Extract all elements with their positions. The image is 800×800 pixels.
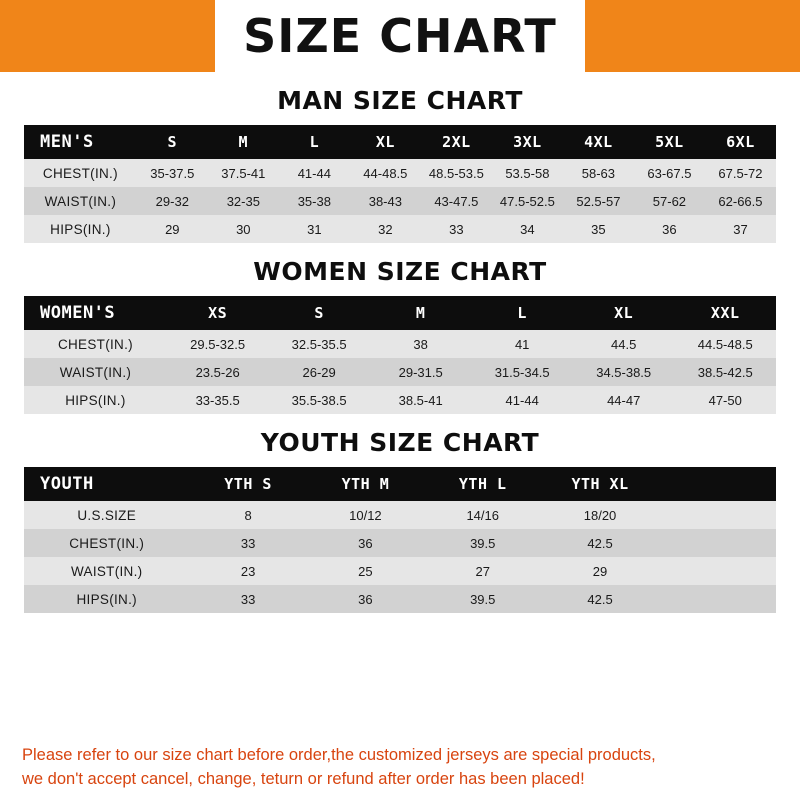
header-cell: YTH M bbox=[341, 475, 390, 493]
header-cell: S bbox=[167, 133, 178, 151]
note-line-2: we don't accept cancel, change, teturn or refund after order has been placed! bbox=[22, 770, 585, 789]
order-policy-note bbox=[0, 734, 800, 800]
row-label: WAIST(IN.) bbox=[70, 563, 143, 579]
cell: 29.5-32.5 bbox=[190, 336, 246, 352]
row-label: HIPS(IN.) bbox=[76, 591, 137, 607]
cell: 44.5 bbox=[611, 336, 637, 352]
cell: 33-35.5 bbox=[195, 392, 240, 408]
row-label: WAIST(IN.) bbox=[44, 193, 117, 209]
cell: 31.5-34.5 bbox=[494, 364, 550, 380]
cell: 29-32 bbox=[155, 193, 189, 209]
cell: 53.5-58 bbox=[505, 165, 550, 181]
table-header-row bbox=[24, 296, 776, 330]
row-label: CHEST(IN.) bbox=[69, 535, 145, 551]
table-row bbox=[24, 557, 776, 585]
section-women bbox=[24, 257, 776, 414]
table-row bbox=[24, 386, 776, 414]
table-men bbox=[24, 125, 776, 243]
section-title-men: MAN SIZE CHART bbox=[277, 86, 523, 115]
table-row bbox=[24, 585, 776, 613]
cell: 23.5-26 bbox=[195, 364, 240, 380]
header-rowlabel: WOMEN'S bbox=[40, 303, 116, 323]
header-cell: 3XL bbox=[513, 133, 542, 151]
cell: 37.5-41 bbox=[221, 165, 266, 181]
table-row bbox=[24, 159, 776, 187]
cell: 32-35 bbox=[226, 193, 260, 209]
row-label: HIPS(IN.) bbox=[65, 392, 126, 408]
cell: 44.5-48.5 bbox=[697, 336, 753, 352]
cell: 43-47.5 bbox=[434, 193, 479, 209]
cell: 23 bbox=[240, 563, 256, 579]
header-cell: XL bbox=[375, 133, 395, 151]
header-cell bbox=[659, 467, 776, 501]
header-cell: XL bbox=[614, 304, 634, 322]
cell: 38 bbox=[413, 336, 428, 352]
table-row bbox=[24, 187, 776, 215]
section-youth bbox=[24, 428, 776, 613]
cell: 58-63 bbox=[581, 165, 616, 181]
cell: 35-38 bbox=[297, 193, 331, 209]
cell: 34 bbox=[520, 221, 535, 237]
cell: 67.5-72 bbox=[718, 165, 763, 181]
page-title: SIZE CHART bbox=[215, 0, 585, 72]
cell: 35 bbox=[591, 221, 606, 237]
header-banner bbox=[0, 0, 800, 72]
cell: 37 bbox=[733, 221, 748, 237]
cell: 38-43 bbox=[368, 193, 402, 209]
cell: 25 bbox=[358, 563, 373, 579]
banner-right-accent bbox=[748, 0, 800, 72]
cell: 39.5 bbox=[470, 591, 496, 607]
header-cell: 6XL bbox=[726, 133, 755, 151]
header-cell: YTH XL bbox=[571, 475, 629, 493]
cell: 33 bbox=[449, 221, 464, 237]
cell bbox=[659, 501, 776, 529]
row-label: U.S.SIZE bbox=[77, 507, 137, 523]
header-cell: 2XL bbox=[442, 133, 471, 151]
cell bbox=[659, 529, 776, 557]
header-cell: L bbox=[517, 304, 527, 322]
cell: 41-44 bbox=[505, 392, 539, 408]
row-label: HIPS(IN.) bbox=[50, 221, 111, 237]
cell: 10/12 bbox=[349, 507, 382, 523]
header-cell: S bbox=[314, 304, 324, 322]
cell: 41-44 bbox=[297, 165, 331, 181]
header-cell: 5XL bbox=[655, 133, 684, 151]
table-row bbox=[24, 529, 776, 557]
table-row bbox=[24, 330, 776, 358]
cell: 36 bbox=[358, 535, 373, 551]
note-line-1: Please refer to our size chart before order,the customized jerseys are special products, bbox=[22, 746, 656, 765]
table-row bbox=[24, 215, 776, 243]
header-cell: M bbox=[415, 304, 426, 322]
table-youth bbox=[24, 467, 776, 613]
cell: 29 bbox=[592, 563, 608, 579]
table-header-row bbox=[24, 467, 776, 501]
cell: 33 bbox=[240, 591, 256, 607]
cell: 14/16 bbox=[466, 507, 499, 523]
cell: 34.5-38.5 bbox=[596, 364, 652, 380]
cell: 18/20 bbox=[583, 507, 617, 523]
table-row bbox=[24, 501, 776, 529]
header-rowlabel: MEN'S bbox=[40, 132, 94, 152]
cell: 47.5-52.5 bbox=[499, 193, 555, 209]
cell: 29 bbox=[165, 221, 180, 237]
cell: 32 bbox=[378, 221, 393, 237]
cell: 62-66.5 bbox=[718, 193, 763, 209]
header-rowlabel: YOUTH bbox=[40, 474, 94, 494]
section-title-women: WOMEN SIZE CHART bbox=[253, 257, 547, 286]
header-cell: 4XL bbox=[584, 133, 613, 151]
cell: 31 bbox=[307, 221, 322, 237]
cell: 39.5 bbox=[470, 535, 496, 551]
header-cell: M bbox=[238, 133, 249, 151]
cell: 36 bbox=[358, 591, 373, 607]
cell: 57-62 bbox=[652, 193, 687, 209]
cell bbox=[659, 585, 776, 613]
cell: 38.5-42.5 bbox=[697, 364, 753, 380]
cell: 48.5-53.5 bbox=[428, 165, 484, 181]
cell: 36 bbox=[662, 221, 677, 237]
cell: 47-50 bbox=[708, 392, 742, 408]
cell: 42.5 bbox=[587, 535, 613, 551]
cell: 30 bbox=[236, 221, 251, 237]
section-title-youth: YOUTH SIZE CHART bbox=[260, 428, 540, 457]
cell: 44-47 bbox=[607, 392, 641, 408]
cell: 42.5 bbox=[587, 591, 613, 607]
header-cell: YTH S bbox=[224, 475, 272, 493]
cell: 35.5-38.5 bbox=[291, 392, 347, 408]
cell: 32.5-35.5 bbox=[291, 336, 347, 352]
cell: 63-67.5 bbox=[647, 165, 692, 181]
row-label: CHEST(IN.) bbox=[57, 336, 133, 352]
cell: 38.5-41 bbox=[398, 392, 443, 408]
cell: 33 bbox=[240, 535, 256, 551]
header-cell: YTH L bbox=[458, 475, 507, 493]
cell: 27 bbox=[475, 563, 490, 579]
banner-left-accent bbox=[0, 0, 52, 72]
cell: 8 bbox=[244, 507, 252, 523]
table-header-row bbox=[24, 125, 776, 159]
section-men bbox=[24, 86, 776, 243]
cell bbox=[659, 557, 776, 585]
cell: 52.5-57 bbox=[576, 193, 621, 209]
cell: 26-29 bbox=[302, 364, 336, 380]
table-women bbox=[24, 296, 776, 414]
chart-content bbox=[0, 72, 800, 734]
header-cell: L bbox=[309, 133, 320, 151]
table-row bbox=[24, 358, 776, 386]
cell: 35-37.5 bbox=[150, 165, 195, 181]
cell: 29-31.5 bbox=[398, 364, 443, 380]
row-label: CHEST(IN.) bbox=[42, 165, 118, 181]
header-cell: XXL bbox=[710, 304, 740, 322]
header-cell: XS bbox=[208, 304, 228, 322]
cell: 44-48.5 bbox=[363, 165, 408, 181]
cell: 41 bbox=[514, 336, 530, 352]
row-label: WAIST(IN.) bbox=[59, 364, 132, 380]
